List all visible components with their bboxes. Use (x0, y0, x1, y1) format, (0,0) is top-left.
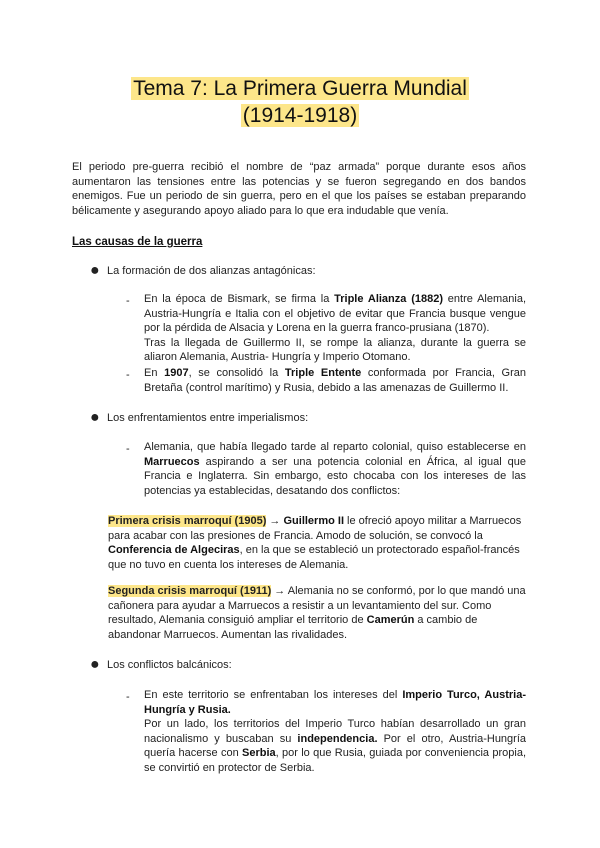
page-title: Tema 7: La Primera Guerra Mundial (133, 77, 467, 100)
bullet-marker: ● (90, 262, 100, 279)
dash-marker: - (126, 295, 130, 307)
crisis-2-paragraph: Segunda crisis marroquí (1911) → Alemania no se conformó, por lo que mandó una cañonera para ayudar a Marruecos a resistir a un levantamiento del sur. Como resultado, Alemania consiguió ampliar el territorio de Camerún a cambio de abandonar Marruecos. Aumentan las rivalidades. (108, 585, 526, 641)
alianzas-item-1: En la época de Bismark, se firma la Triple Alianza (1882) entre Alemania, Austria-Hungría e Italia con el objetivo de evitar que Francia busque vengue por la pérdida de Alsacia y Lorena en la guerra franco-prusiana (1870). Tras la llegada de Guillermo II, se rompe la alianza, durante la guerra se aliaron Alemania, Austria- Hungría y Imperio Otomano. (144, 293, 527, 364)
bullet-marker: ● (90, 656, 100, 673)
bullet-alianzas: La formación de dos alianzas antagónicas: (107, 265, 316, 277)
bullet-marker: ● (90, 409, 100, 426)
bullet-balcanicos: Los conflictos balcánicos: (107, 659, 232, 671)
bullet-imperialismos: Los enfrentamientos entre imperialismos: (107, 412, 309, 424)
page-title-dates: (1914-1918) (242, 104, 358, 127)
dash-marker: - (126, 443, 130, 455)
dash-marker: - (126, 369, 130, 381)
balcanicos-item-1: En este territorio se enfrentaban los intereses del Imperio Turco, Austria-Hungría y Rusia. Por un lado, los territorios del Imperio Turco habían desarrollado un gran nacionalismo y buscaban su independencia. Por el otro, Austria-Hungría quería hacerse con Serbia, por lo que Rusia, guiada por conveniencia propia, se convirtió en protector de Serbia. (144, 689, 527, 774)
intro-paragraph: El periodo pre-guerra recibió el nombre de “paz armada” porque durante esos años aumentaron las tensiones entre las potencias y se fueron segregando en dos bandos enemigos. Fue un periodo de sin guerra, pero en el que los países se estaban preparando bélicamente y asegurando apoyo aliado para lo que era indudable que venía. (72, 161, 526, 217)
section-heading: Las causas de la guerra (72, 236, 203, 248)
crisis-1-paragraph: Primera crisis marroquí (1905) → Guillermo II le ofreció apoyo militar a Marruecos para acabar con las presiones de Francia. Amodo de solución, se convocó la Conferencia de Algeciras, en la que se estableció un protectorado español-francés que no tuvo en cuenta los intereses de Alemania. (108, 515, 522, 571)
imperialismos-item-1: Alemania, que había llegado tarde al reparto colonial, quiso establecerse en Marruecos aspirando a ser una potencia colonial en África, al igual que Francia e Inglaterra. Sin embargo, esto chocaba con los intereses de las potencias ya establecidas, desatando dos conflictos: (144, 441, 526, 497)
alianzas-item-2: En 1907, se consolidó la Triple Entente conformada por Francia, Gran Bretaña (control marítimo) y Rusia, debido a las amenazas de Guillermo II. (144, 367, 526, 394)
dash-marker: - (126, 691, 130, 703)
